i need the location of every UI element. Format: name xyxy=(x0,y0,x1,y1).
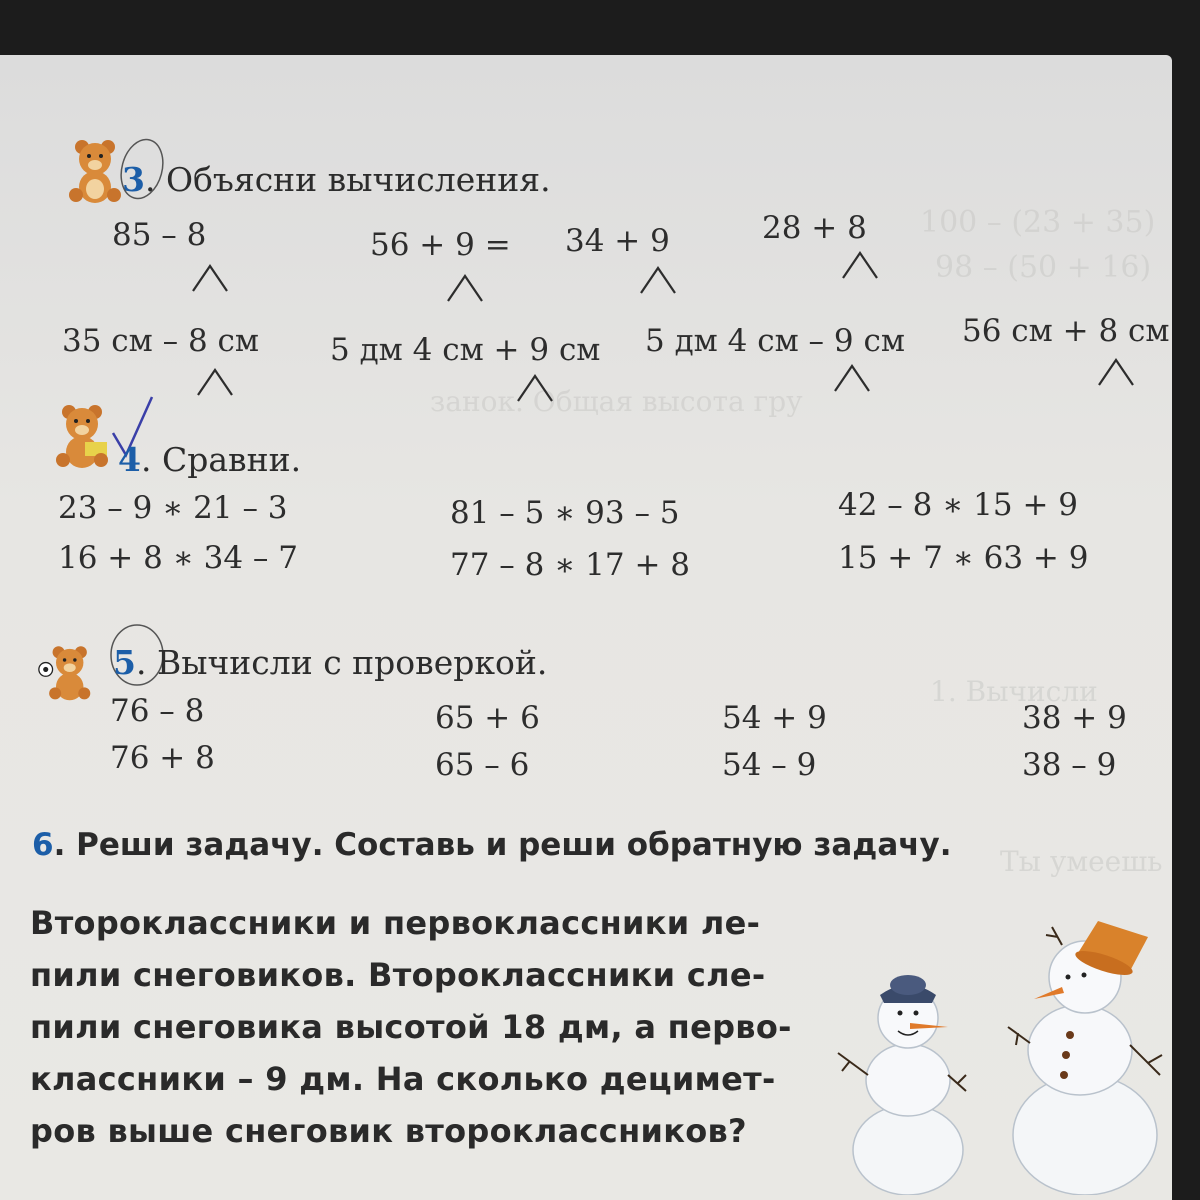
split-caret xyxy=(190,263,230,293)
expression: 35 см – 8 см xyxy=(62,323,260,359)
split-caret xyxy=(195,367,235,397)
exercise-6-heading: 6. Реши задачу. Составь и реши обратную задачу. xyxy=(32,827,952,863)
bleed-through-text: занок. Общая высота гру xyxy=(430,385,803,418)
textbook-page xyxy=(0,55,1172,1200)
bear-icon xyxy=(55,400,115,470)
exercise-title: Объясни вычисления. xyxy=(165,160,551,199)
exercise-number: 3 xyxy=(122,160,145,199)
split-caret xyxy=(515,373,555,403)
expression: 76 + 8 xyxy=(110,740,215,776)
compare-expression: 23 – 9 ∗ 21 – 3 xyxy=(58,490,288,526)
expression: 65 + 6 xyxy=(435,700,540,736)
split-caret xyxy=(445,273,485,303)
exercise-3-heading: 3. Объясни вычисления. xyxy=(122,160,551,199)
split-caret xyxy=(638,265,678,295)
exercise-title: Сравни. xyxy=(161,440,302,479)
expression: 28 + 8 xyxy=(762,210,867,246)
expression: 5 дм 4 см – 9 см xyxy=(645,323,905,359)
expression: 76 – 8 xyxy=(110,693,205,729)
expression: 56 см + 8 см xyxy=(962,313,1170,349)
problem-line: Второклассники и первоклассники ле- xyxy=(30,904,761,942)
exercise-5-heading: 5. Вычисли с проверкой. xyxy=(113,643,548,682)
exercise-number: 6 xyxy=(32,827,54,863)
compare-expression: 81 – 5 ∗ 93 – 5 xyxy=(450,495,680,531)
compare-expression: 77 – 8 ∗ 17 + 8 xyxy=(450,547,691,583)
expression: 5 дм 4 см + 9 см xyxy=(330,332,601,368)
bleed-through-text: 98 – (50 + 16) xyxy=(935,250,1152,285)
compare-expression: 16 + 8 ∗ 34 – 7 xyxy=(58,540,299,576)
problem-line: пили снеговика высотой 18 дм, а перво- xyxy=(30,1008,792,1046)
split-caret xyxy=(1096,357,1136,387)
problem-line: классники – 9 дм. На сколько децимет- xyxy=(30,1060,776,1098)
expression: 38 – 9 xyxy=(1022,747,1117,783)
expression: 56 + 9 = xyxy=(370,227,511,263)
pencil-circle-mark xyxy=(112,127,172,207)
problem-line: пили снеговиков. Второклассники сле- xyxy=(30,956,766,994)
bear-icon xyxy=(38,637,98,707)
problem-line: ров выше снеговик второклассников? xyxy=(30,1112,747,1150)
expression: 85 – 8 xyxy=(112,217,207,253)
bleed-through-text: 1. Вычисли xyxy=(930,675,1098,708)
compare-expression: 15 + 7 ∗ 63 + 9 xyxy=(838,540,1089,576)
exercise-number: 5 xyxy=(113,643,136,682)
expression: 38 + 9 xyxy=(1022,700,1127,736)
exercise-number: 4 xyxy=(118,440,141,479)
split-caret xyxy=(840,250,880,280)
split-caret xyxy=(832,363,872,393)
compare-expression: 42 – 8 ∗ 15 + 9 xyxy=(838,487,1079,523)
snowman-illustration xyxy=(830,915,1170,1195)
bleed-through-text: 100 – (23 + 35) xyxy=(920,205,1156,240)
exercise-title: Реши задачу. Составь и реши обратную задачу. xyxy=(76,827,952,863)
expression: 34 + 9 xyxy=(565,223,670,259)
expression: 54 – 9 xyxy=(722,747,817,783)
big-snowman xyxy=(1008,921,1162,1195)
expression: 65 – 6 xyxy=(435,747,530,783)
bleed-through-text: Ты умеешь xyxy=(1000,845,1163,878)
exercise-title: Вычисли с проверкой. xyxy=(156,643,548,682)
word-problem xyxy=(30,897,810,1157)
small-snowman xyxy=(838,975,966,1195)
exercise-4-heading: 4. Сравни. xyxy=(118,440,302,479)
expression: 54 + 9 xyxy=(722,700,827,736)
